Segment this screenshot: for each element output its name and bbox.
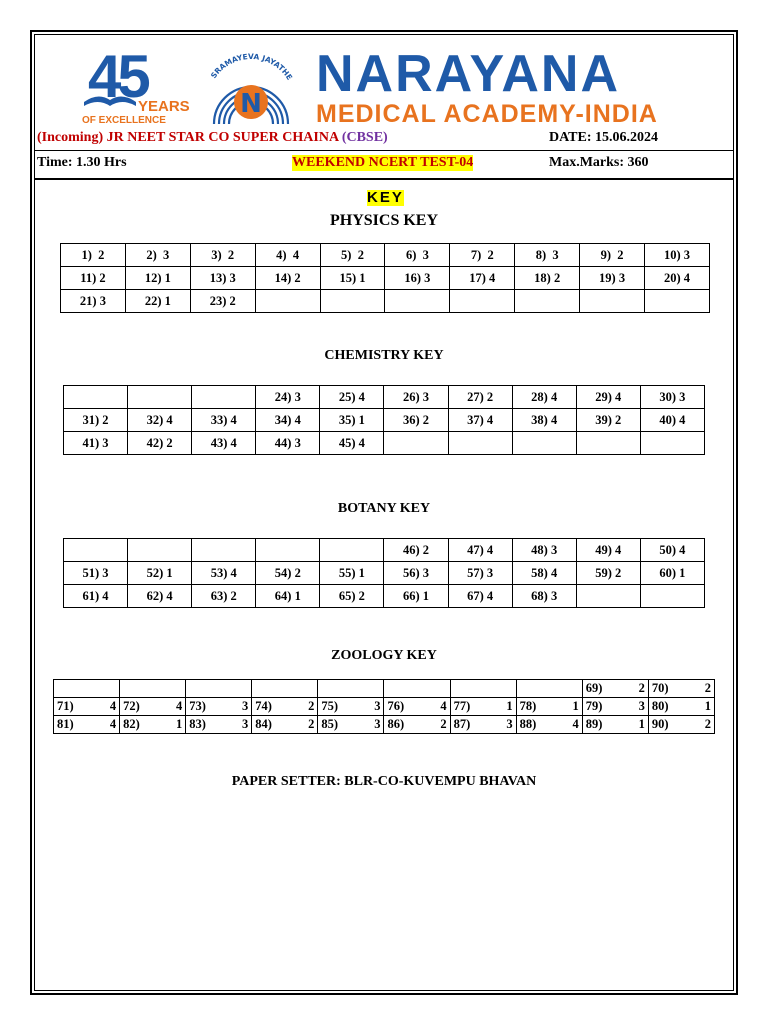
question-number: 73): [189, 699, 206, 713]
answer-cell: 42) 2: [128, 432, 192, 455]
answer-cell: 55) 1: [320, 562, 384, 585]
answer-cell: [128, 539, 192, 562]
answer-cell: [255, 290, 320, 313]
answer-cell: [186, 716, 252, 734]
answer-cell: 18) 2: [515, 267, 580, 290]
answer-option: 4: [109, 717, 117, 731]
answer-cell: [512, 432, 576, 455]
answer-cell: [384, 698, 450, 716]
answer-cell: 58) 4: [512, 562, 576, 585]
answer-cell: 36) 2: [384, 409, 448, 432]
question-number: 74): [255, 699, 272, 713]
question-number: 86): [387, 717, 405, 731]
answer-cell: [384, 432, 448, 455]
answer-cell: [450, 698, 516, 716]
answer-cell: 21) 3: [61, 290, 126, 313]
answer-cell: 41) 3: [64, 432, 128, 455]
answer-cell: [54, 680, 120, 698]
question-number: 83): [189, 717, 206, 731]
answer-option: 4: [109, 699, 117, 713]
answer-cell: 31) 2: [64, 409, 128, 432]
key-row: [64, 562, 705, 585]
answer-cell: [645, 290, 710, 313]
answer-cell: 26) 3: [384, 386, 448, 409]
answer-cell: 25) 4: [320, 386, 384, 409]
answer-cell: 27) 2: [448, 386, 512, 409]
botany-title: BOTANY KEY: [337, 501, 431, 516]
answer-cell: 67) 4: [448, 585, 512, 608]
answer-option: 1: [704, 699, 711, 713]
answer-cell: 13) 3: [190, 267, 255, 290]
answer-option: 3: [242, 717, 249, 731]
question-number: 69): [585, 681, 603, 695]
question-number: 76): [387, 699, 405, 713]
answer-cell: 48) 3: [512, 539, 576, 562]
key-row: [64, 539, 705, 562]
test-date: DATE: 15.06.2024: [549, 130, 659, 145]
paper-setter: PAPER SETTER: BLR-CO-KUVEMPU BHAVAN: [231, 774, 537, 789]
emblem-letter: N: [240, 89, 262, 119]
question-number: 84): [255, 717, 272, 731]
answer-cell: [450, 716, 516, 734]
answer-cell: 2) 3: [125, 244, 190, 267]
answer-cell: [64, 386, 128, 409]
answer-cell: 46) 2: [384, 539, 448, 562]
emblem-motto: SRAMAYEVA JAYATHE: [208, 51, 295, 82]
answer-cell: 57) 3: [448, 562, 512, 585]
answer-cell: 34) 4: [256, 409, 320, 432]
answer-cell: [54, 716, 120, 734]
answer-option: 3: [638, 699, 645, 713]
answer-cell: 28) 4: [512, 386, 576, 409]
key-row: [64, 386, 705, 409]
header-divider-top: [35, 150, 733, 151]
answer-option: 2: [308, 699, 315, 713]
answer-cell: [120, 716, 186, 734]
question-number: 78): [519, 699, 537, 713]
answer-cell: 54) 2: [256, 562, 320, 585]
answer-cell: [252, 716, 318, 734]
chemistry-key-table: [63, 385, 705, 455]
answer-cell: 60) 1: [640, 562, 704, 585]
answer-cell: [186, 680, 252, 698]
answer-cell: 29) 4: [576, 386, 640, 409]
answer-option: 3: [506, 717, 513, 731]
answer-cell: 24) 3: [256, 386, 320, 409]
answer-option: 2: [440, 717, 447, 731]
answer-cell: 43) 4: [192, 432, 256, 455]
zoology-key-table: [53, 679, 715, 734]
answer-cell: [54, 698, 120, 716]
question-number: 75): [321, 699, 339, 713]
answer-cell: 47) 4: [448, 539, 512, 562]
answer-cell: 12) 1: [125, 267, 190, 290]
answer-cell: [385, 290, 450, 313]
question-number: 70): [651, 681, 669, 695]
answer-cell: 3) 2: [190, 244, 255, 267]
anniversary-tagline: OF EXCELLENCE: [82, 115, 166, 126]
physics-title: PHYSICS KEY: [329, 212, 439, 229]
answer-option: 3: [374, 717, 381, 731]
answer-cell: 44) 3: [256, 432, 320, 455]
answer-option: 2: [704, 717, 711, 731]
answer-cell: 1) 2: [61, 244, 126, 267]
answer-cell: 68) 3: [512, 585, 576, 608]
answer-cell: [252, 698, 318, 716]
answer-cell: 63) 2: [192, 585, 256, 608]
narayana-emblem: [196, 40, 306, 132]
answer-option: 4: [175, 699, 183, 713]
physics-key-table: [60, 243, 710, 313]
answer-option: 4: [572, 717, 579, 731]
answer-cell: [515, 290, 580, 313]
answer-cell: [192, 386, 256, 409]
test-duration: Time: 1.30 Hrs: [37, 155, 127, 170]
answer-cell: 10) 3: [645, 244, 710, 267]
question-number: 87): [453, 717, 471, 731]
course-name: (Incoming) JR NEET STAR CO SUPER CHAINA: [37, 130, 339, 145]
answer-option: 4: [440, 699, 447, 713]
answer-cell: [120, 698, 186, 716]
answer-cell: 6) 3: [385, 244, 450, 267]
question-number: 90): [651, 717, 669, 731]
answer-cell: [640, 585, 704, 608]
answer-cell: 53) 4: [192, 562, 256, 585]
answer-cell: 9) 2: [580, 244, 645, 267]
answer-cell: [318, 698, 384, 716]
botany-key-table: [63, 538, 705, 608]
answer-cell: [648, 698, 714, 716]
answer-cell: 5) 2: [320, 244, 385, 267]
key-row: [61, 267, 710, 290]
answer-cell: 37) 4: [448, 409, 512, 432]
answer-cell: 22) 1: [125, 290, 190, 313]
max-marks: Max.Marks: 360: [549, 155, 649, 170]
answer-option: 2: [704, 681, 711, 695]
answer-cell: 20) 4: [645, 267, 710, 290]
answer-cell: [516, 698, 582, 716]
brand-name: NARAYANA: [316, 45, 621, 103]
key-row: [54, 680, 715, 698]
question-number: 81): [57, 717, 74, 731]
answer-cell: [516, 716, 582, 734]
key-row: [61, 244, 710, 267]
answer-cell: [120, 680, 186, 698]
answer-cell: [318, 680, 384, 698]
answer-cell: 16) 3: [385, 267, 450, 290]
answer-cell: 4) 4: [255, 244, 320, 267]
answer-cell: 33) 4: [192, 409, 256, 432]
answer-cell: 35) 1: [320, 409, 384, 432]
answer-cell: [320, 539, 384, 562]
answer-option: 1: [638, 717, 645, 731]
key-row: [64, 409, 705, 432]
answer-option: 1: [506, 699, 513, 713]
answer-cell: [582, 716, 648, 734]
question-number: 79): [585, 699, 603, 713]
answer-cell: 8) 3: [515, 244, 580, 267]
answer-cell: [648, 716, 714, 734]
answer-cell: [318, 716, 384, 734]
question-number: 71): [57, 699, 74, 713]
answer-cell: 50) 4: [640, 539, 704, 562]
answer-option: 3: [242, 699, 249, 713]
answer-cell: 11) 2: [61, 267, 126, 290]
answer-option: 1: [572, 699, 579, 713]
answer-cell: 45) 4: [320, 432, 384, 455]
emblem-icon: [196, 40, 306, 132]
question-number: 85): [321, 717, 339, 731]
answer-cell: 59) 2: [576, 562, 640, 585]
question-number: 72): [123, 699, 140, 713]
zoology-title: ZOOLOGY KEY: [331, 648, 437, 663]
answer-cell: 17) 4: [450, 267, 515, 290]
answer-cell: [320, 290, 385, 313]
key-row: [64, 432, 705, 455]
answer-cell: [582, 680, 648, 698]
answer-cell: [580, 290, 645, 313]
anniversary-number: 45: [88, 43, 147, 110]
answer-cell: 15) 1: [320, 267, 385, 290]
anniversary-logo: [80, 43, 190, 130]
answer-cell: 56) 3: [384, 562, 448, 585]
answer-cell: 66) 1: [384, 585, 448, 608]
header-divider-bottom: [35, 178, 733, 180]
answer-cell: 14) 2: [255, 267, 320, 290]
answer-cell: [252, 680, 318, 698]
question-number: 88): [519, 717, 537, 731]
answer-cell: [576, 585, 640, 608]
answer-cell: [64, 539, 128, 562]
answer-cell: 7) 2: [450, 244, 515, 267]
brand-subtitle: MEDICAL ACADEMY-INDIA: [316, 100, 658, 128]
answer-cell: [192, 539, 256, 562]
answer-cell: 39) 2: [576, 409, 640, 432]
answer-cell: [384, 716, 450, 734]
answer-option: 2: [308, 717, 315, 731]
answer-cell: 32) 4: [128, 409, 192, 432]
answer-cell: 30) 3: [640, 386, 704, 409]
question-number: 82): [123, 717, 140, 731]
answer-cell: 62) 4: [128, 585, 192, 608]
answer-cell: 23) 2: [190, 290, 255, 313]
answer-cell: 19) 3: [580, 267, 645, 290]
answer-cell: 64) 1: [256, 585, 320, 608]
course-line: [37, 130, 388, 146]
answer-cell: 38) 4: [512, 409, 576, 432]
answer-cell: 51) 3: [64, 562, 128, 585]
answer-cell: [450, 290, 515, 313]
answer-cell: 61) 4: [64, 585, 128, 608]
answer-cell: [648, 680, 714, 698]
answer-cell: 65) 2: [320, 585, 384, 608]
key-row: [54, 698, 715, 716]
test-name: WEEKEND NCERT TEST-04: [292, 155, 474, 170]
answer-cell: [450, 680, 516, 698]
answer-cell: [640, 432, 704, 455]
answer-option: 1: [175, 717, 183, 731]
answer-option: 2: [638, 681, 645, 695]
answer-cell: [582, 698, 648, 716]
answer-option: 3: [374, 699, 381, 713]
answer-cell: 52) 1: [128, 562, 192, 585]
key-row: [54, 716, 715, 734]
answer-cell: [186, 698, 252, 716]
key-row: [61, 290, 710, 313]
answer-cell: 49) 4: [576, 539, 640, 562]
answer-cell: [384, 680, 450, 698]
key-row: [64, 585, 705, 608]
chemistry-title: CHEMISTRY KEY: [324, 348, 444, 363]
anniversary-years: YEARS: [138, 98, 190, 115]
question-number: 80): [651, 699, 669, 713]
answer-cell: [516, 680, 582, 698]
answer-cell: 40) 4: [640, 409, 704, 432]
svg-text:SRAMAYEVA JAYATHE: [209, 52, 294, 82]
answer-cell: [448, 432, 512, 455]
answer-cell: [128, 386, 192, 409]
question-number: 89): [585, 717, 603, 731]
answer-cell: [256, 539, 320, 562]
board-label: (CBSE): [341, 130, 388, 145]
question-number: 77): [453, 699, 471, 713]
key-heading: KEY: [367, 189, 404, 206]
answer-cell: [576, 432, 640, 455]
